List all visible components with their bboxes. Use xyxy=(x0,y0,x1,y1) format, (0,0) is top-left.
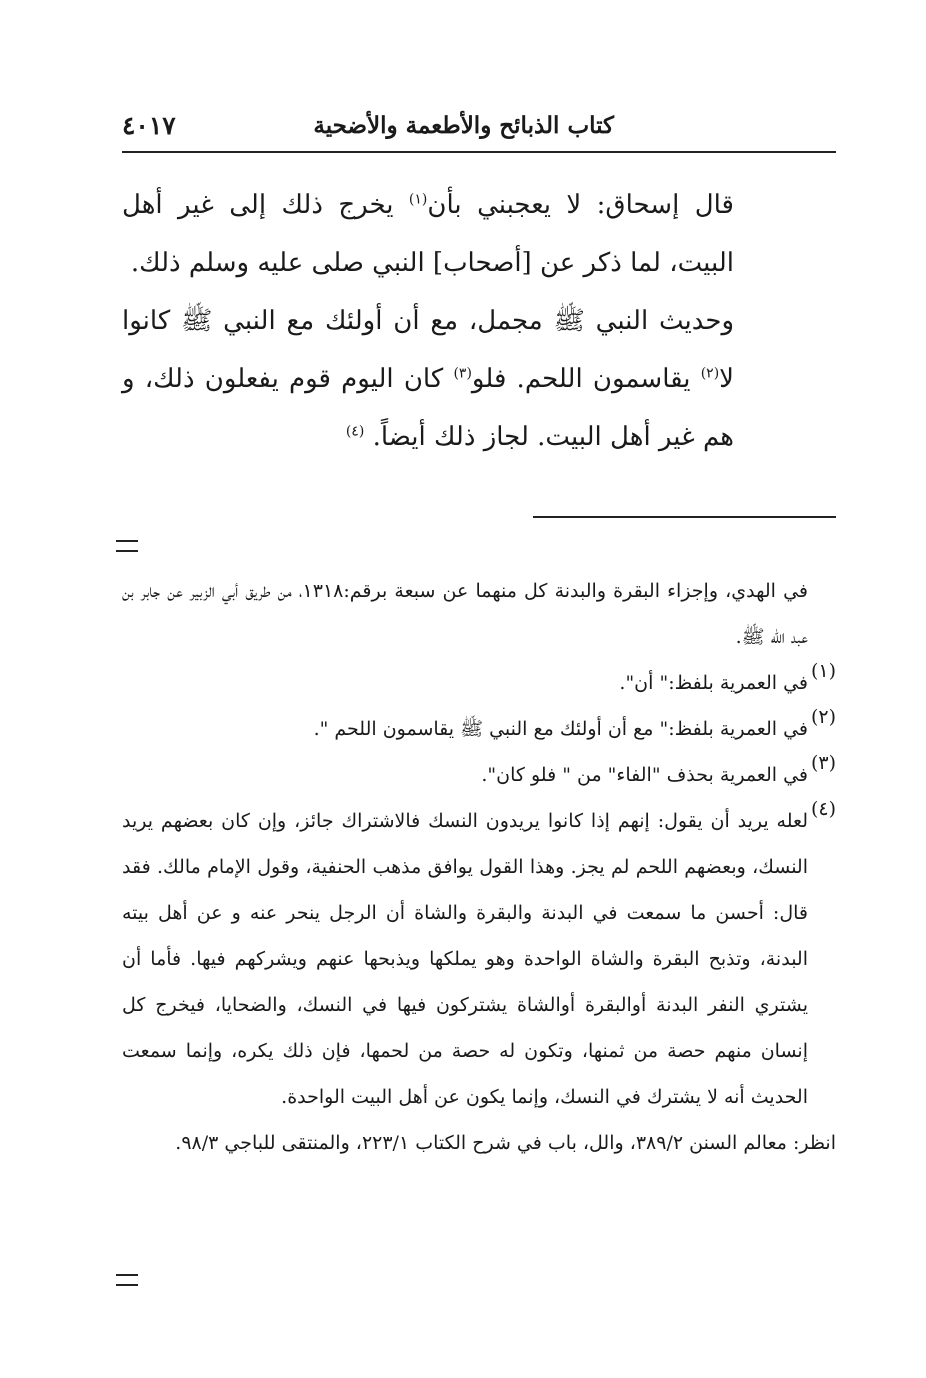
main-paragraph xyxy=(122,292,734,466)
footnote-references: انظر: معالم السنن ٣٨٩/٢، والل، باب في شرح الكتاب ٢٢٣/١، والمنتقى للباجي ٩٨/٣. xyxy=(175,1132,836,1154)
header-rule xyxy=(122,151,836,153)
chapter-title: كتاب الذبائح والأطعمة والأضحية xyxy=(313,112,614,139)
footnote-item xyxy=(122,798,836,1120)
continuation-mark xyxy=(116,1274,138,1286)
footnote-item xyxy=(122,752,836,798)
footnote-ref-3: (٣) xyxy=(453,365,472,382)
text-segment: يخرج ذلك إلى غير أهل البيت، لما ذكر عن [أصحاب] النبي صلى عليه وسلم ذلك. xyxy=(122,190,734,278)
footnote-ref-4: (٤) xyxy=(345,423,365,440)
footnote-ref-1: (١) xyxy=(408,191,428,208)
text-segment: يقاسمون اللحم. فلو xyxy=(471,364,701,394)
text-segment: وحديث النبي ﷺ مجمل، مع أن أولئك مع النبي ﷺ كانوا لا xyxy=(122,306,734,394)
text-segment: قال إسحاق: لا يعجبني بأن xyxy=(427,190,734,220)
footnote-text: لعله يريد أن يقول: إنهم إذا كانوا يريدون النسك فالاشتراك جائز، وإن كان بعضهم يريد النسك، وبعضهم اللحم لم يجز. وهذا القول يوافق مذهب الحنفية، وقول الإمام مالك. فقد قال: أحسن ما سمعت في البدنة والبقرة والشاة أن الرجل ينحر عنه و عن أهل بيته البدنة، وتذبح البقرة والشاة الواحدة وهو يملكها ويذبحها عنهم ويشركهم فيها. فأما أن يشتري النفر البدنة أوالبقرة أوالشاة يشتركون فيها في النسك، والضحايا، فيخرج كل إنسان منهم حصة من ثمنها، وتكون له حصة من لحمها، فإن ذلك يكره، وإنما سمعت الحديث أنه لا يشترك في النسك، وإنما يكون عن أهل البيت الواحدة. xyxy=(122,810,808,1108)
footnote-text: في العمرية بلفظ:" مع أن أولئك مع النبي ﷺ يقاسمون اللحم ". xyxy=(313,718,808,740)
footnote-ref-2: (٢) xyxy=(700,365,720,382)
footnote-text: في العمرية بحذف "الفاء" من " فلو كان". xyxy=(481,764,808,786)
footnote-number: (٢) xyxy=(810,706,836,728)
page-number: ٤٠١٧ xyxy=(122,111,176,140)
text-segment: كان اليوم قوم يفعلون ذلك، و هم غير أهل البيت. لجاز ذلك أيضاً. xyxy=(122,364,734,452)
footnote-item xyxy=(122,660,836,706)
footnote-number: (٤) xyxy=(810,798,836,820)
footnote-number: (١) xyxy=(810,660,836,682)
footnote-separator xyxy=(533,516,836,518)
footnote-item xyxy=(122,706,836,752)
main-paragraph xyxy=(122,176,734,292)
running-header xyxy=(122,108,836,152)
footnotes xyxy=(122,568,836,1166)
continuation-mark xyxy=(116,540,138,552)
footnote-continuation: في الهدي، وإجزاء البقرة والبدنة كل منهما عن سبعة برقم:١٣١٨، من طريق أبي الزبير عن جابر بن عبد الله ﷺ. xyxy=(122,580,808,648)
footnote-text: في العمرية بلفظ:" أن". xyxy=(619,672,808,694)
main-text xyxy=(122,176,734,466)
footnote-number: (٣) xyxy=(810,752,836,774)
